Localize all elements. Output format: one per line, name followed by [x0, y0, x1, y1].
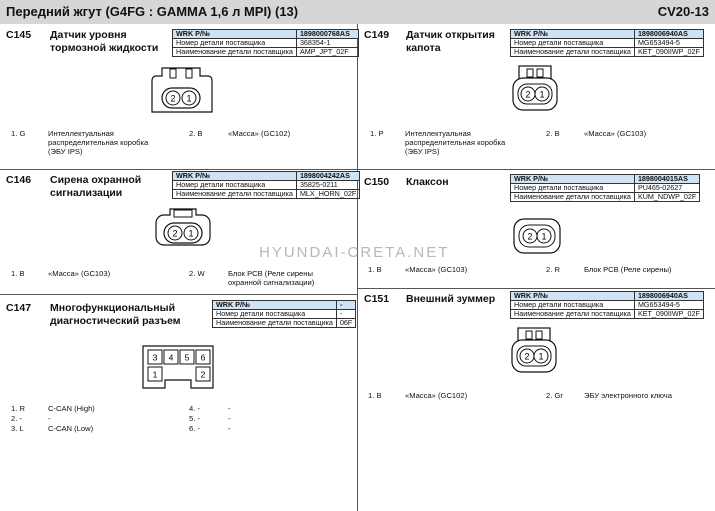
- pin-description: Интеллектуальная распределительная коробка (ЭБУ IPS): [405, 129, 506, 156]
- connector-diagram: [148, 66, 214, 116]
- wrk-table: WRK P/№ 1898006940AS Номер детали поставщика MG653494-5 Наименование детали поставщика KET_090IIWP_02F: [510, 29, 704, 57]
- section-divider: [0, 294, 357, 295]
- pin-description: C-CAN (Low): [48, 424, 94, 433]
- pin-label: 2: [170, 93, 176, 104]
- wrk-table: WRK P/№ - Номер детали поставщика - Наименование детали поставщика 06F: [212, 300, 356, 328]
- page-title: Передний жгут (G4FG : GAMMA 1,6 л MPI) (13): [6, 4, 299, 19]
- pin-label: 2: [527, 231, 533, 242]
- pin-description: ЭБУ электронного ключа: [584, 391, 672, 400]
- pin-number: 5. -: [189, 414, 200, 423]
- pin-number: 1. B: [368, 265, 382, 274]
- pin-label: 2: [200, 369, 206, 380]
- pin-number: 6. -: [189, 424, 200, 433]
- pin-description: Блок PCB (Реле сирены охранной сигнализации): [228, 269, 315, 287]
- pin-label: 1: [541, 231, 547, 242]
- connector-code: C146: [6, 174, 32, 186]
- connector-diagram: [154, 207, 212, 255]
- connector-code: C145: [6, 29, 32, 41]
- connector-title: Многофункциональный диагностический разъем: [50, 302, 181, 327]
- pin-description: «Масса» (GC103): [584, 129, 647, 138]
- connector-code: C147: [6, 302, 32, 314]
- connector-diagram: [510, 326, 558, 376]
- pin-label: 1: [539, 89, 545, 100]
- pin-label: 5: [184, 352, 190, 363]
- pin-label: 2: [525, 89, 531, 100]
- connector-code: C150: [364, 176, 390, 188]
- pin-description: C-CAN (High): [48, 404, 95, 413]
- pin-number: 3. L: [11, 424, 24, 433]
- pin-label: 1: [538, 351, 544, 362]
- pin-label: 4: [168, 352, 174, 363]
- wrk-table: WRK P/№ 1898004242AS Номер детали поставщика 35825-0211 Наименование детали поставщика MLX_HORN_02F: [172, 171, 360, 199]
- section-divider: [0, 169, 357, 170]
- pin-description: Интеллектуальная распределительная коробка (ЭБУ IPS): [48, 129, 149, 156]
- pin-label: 1: [186, 93, 192, 104]
- connector-diagram: [511, 64, 559, 114]
- pin-label: 6: [200, 352, 206, 363]
- column-divider: [357, 24, 358, 511]
- pin-number: 2. B: [546, 129, 560, 138]
- pin-description: «Масса» (GC102): [228, 129, 291, 138]
- page-code: CV20-13: [657, 4, 709, 19]
- pin-description: «Масса» (GC103): [405, 265, 468, 274]
- pin-number: 1. P: [370, 129, 384, 138]
- section-divider: [358, 169, 715, 170]
- pin-number: 4. -: [189, 404, 200, 413]
- pin-number: 2. Gr: [546, 391, 563, 400]
- page-header: [0, 0, 715, 24]
- pin-description: -: [228, 424, 231, 433]
- pin-number: 2. W: [189, 269, 205, 278]
- connector-title: Клаксон: [406, 176, 449, 188]
- pin-description: -: [228, 404, 231, 413]
- connector-title: Датчик уровня тормозной жидкости: [50, 29, 159, 54]
- pin-number: 1. B: [368, 391, 382, 400]
- pin-description: «Масса» (GC103): [48, 269, 111, 278]
- connector-code: C151: [364, 293, 390, 305]
- pin-number: 1. R: [11, 404, 25, 413]
- wrk-table: WRK P/№ 1898006940AS Номер детали поставщика MG653494-5 Наименование детали поставщика KET_090IIWP_02F: [510, 291, 704, 319]
- connector-code: C149: [364, 29, 390, 41]
- pin-label: 2: [524, 351, 530, 362]
- connector-title: Внешний зуммер: [406, 293, 496, 305]
- pin-number: 2. -: [11, 414, 22, 423]
- connector-title: Датчик открытия капота: [406, 29, 495, 54]
- pin-description: -: [228, 414, 231, 423]
- watermark: HYUNDAI-CRETA.NET: [259, 244, 450, 261]
- wrk-table: WRK P/№ 1898004015AS Номер детали поставщика PU465-02627 Наименование детали поставщика KUM_NDWP_02F: [510, 174, 700, 202]
- pin-description: «Масса» (GC102): [405, 391, 468, 400]
- pin-description: Блок PCB (Реле сирены): [584, 265, 672, 274]
- pin-label: 3: [152, 352, 158, 363]
- pin-label: 1: [152, 369, 158, 380]
- section-divider: [358, 288, 715, 289]
- connector-title: Сирена охранной сигнализации: [50, 174, 142, 199]
- pin-number: 2. R: [546, 265, 560, 274]
- pin-description: -: [48, 414, 51, 423]
- wrk-table: WRK P/№ 1898000768AS Номер детали поставщика 368354-1 Наименование детали поставщика AMP_JPT_02F: [172, 29, 359, 57]
- pin-label: 2: [172, 228, 178, 239]
- connector-diagram: [512, 215, 562, 255]
- pin-number: 1. G: [11, 129, 26, 138]
- pin-number: 1. B: [11, 269, 25, 278]
- pin-number: 2. B: [189, 129, 203, 138]
- connector-diagram: [141, 344, 215, 390]
- pin-label: 1: [188, 228, 194, 239]
